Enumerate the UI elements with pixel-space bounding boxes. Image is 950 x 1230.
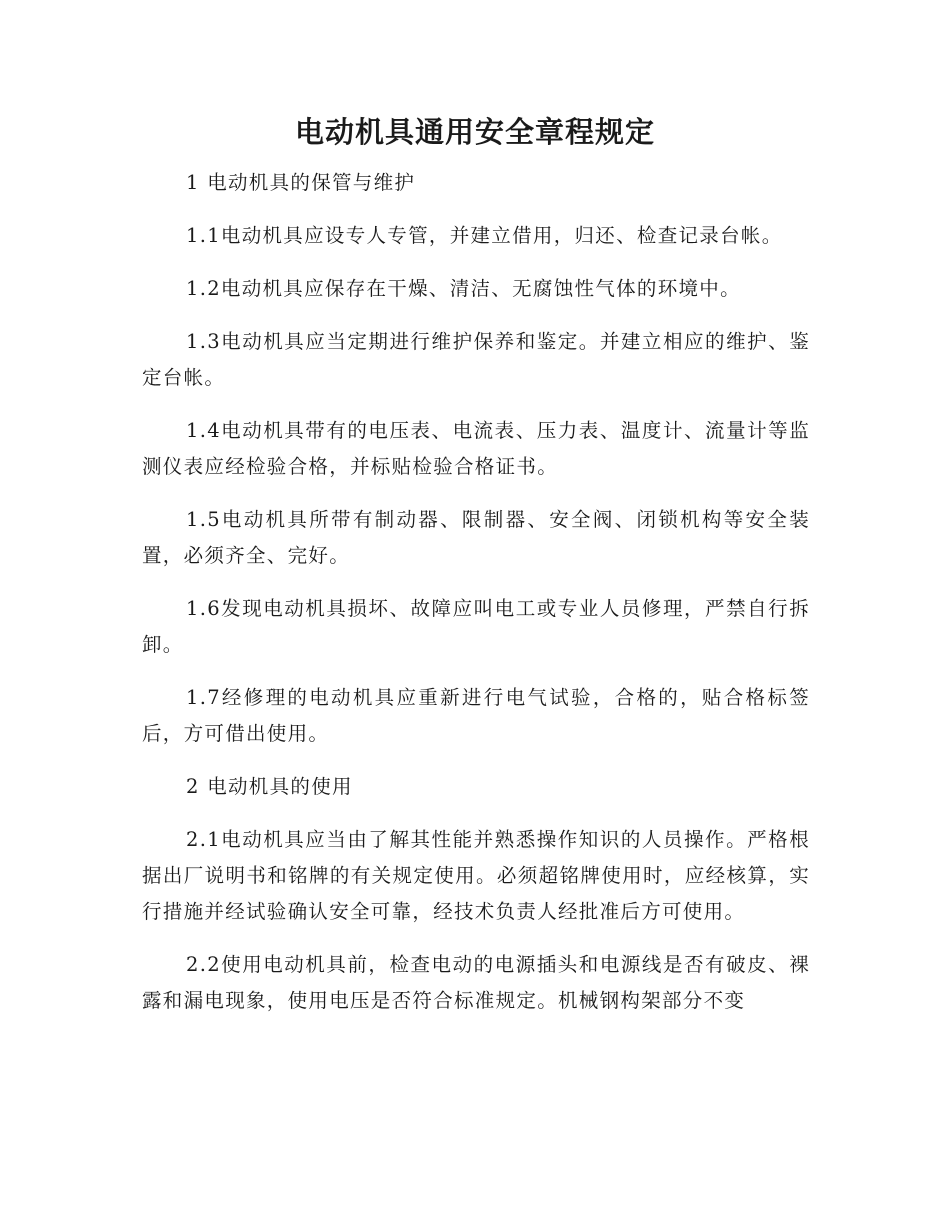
document-body (142, 165, 810, 1036)
paragraph-1-4: 1.4电动机具带有的电压表、电流表、压力表、温度计、流量计等监测仪表应经检验合格，并标贴检验合格证书。 (142, 419, 810, 478)
paragraph-2-1: 2.1电动机具应当由了解其性能并熟悉操作知识的人员操作。严格根据出厂说明书和铭牌的有关规定使用。必须超铭牌使用时，应经核算，实行措施并经试验确认安全可靠，经技术负责人经批准后方可使用。 (142, 828, 810, 923)
paragraph-1-1: 1.1电动机具应设专人专管，并建立借用，归还、检查记录台帐。 (186, 224, 783, 247)
paragraph-1-5: 1.5电动机具所带有制动器、限制器、安全阀、闭锁机构等安全装置，必须齐全、完好。 (142, 508, 810, 567)
paragraph-1-3: 1.3电动机具应当定期进行维护保养和鉴定。并建立相应的维护、鉴定台帐。 (142, 330, 810, 389)
section-heading-1: 1 电动机具的保管与维护 (186, 171, 416, 194)
section-heading-2: 2 电动机具的使用 (186, 775, 353, 798)
paragraph-1-2: 1.2电动机具应保存在干燥、清洁、无腐蚀性气体的环境中。 (186, 277, 741, 300)
document-title: 电动机具通用安全章程规定 (294, 115, 655, 149)
paragraph-1-6: 1.6发现电动机具损坏、故障应叫电工或专业人员修理，严禁自行拆卸。 (142, 597, 810, 656)
paragraph-1-7: 1.7经修理的电动机具应重新进行电气试验，合格的，贴合格标签后，方可借出使用。 (142, 686, 810, 745)
paragraph-2-2: 2.2使用电动机具前，检查电动的电源插头和电源线是否有破皮、裸露和漏电现象，使用电压是否符合标准规定。机械钢构架部分不变 (142, 953, 810, 1012)
